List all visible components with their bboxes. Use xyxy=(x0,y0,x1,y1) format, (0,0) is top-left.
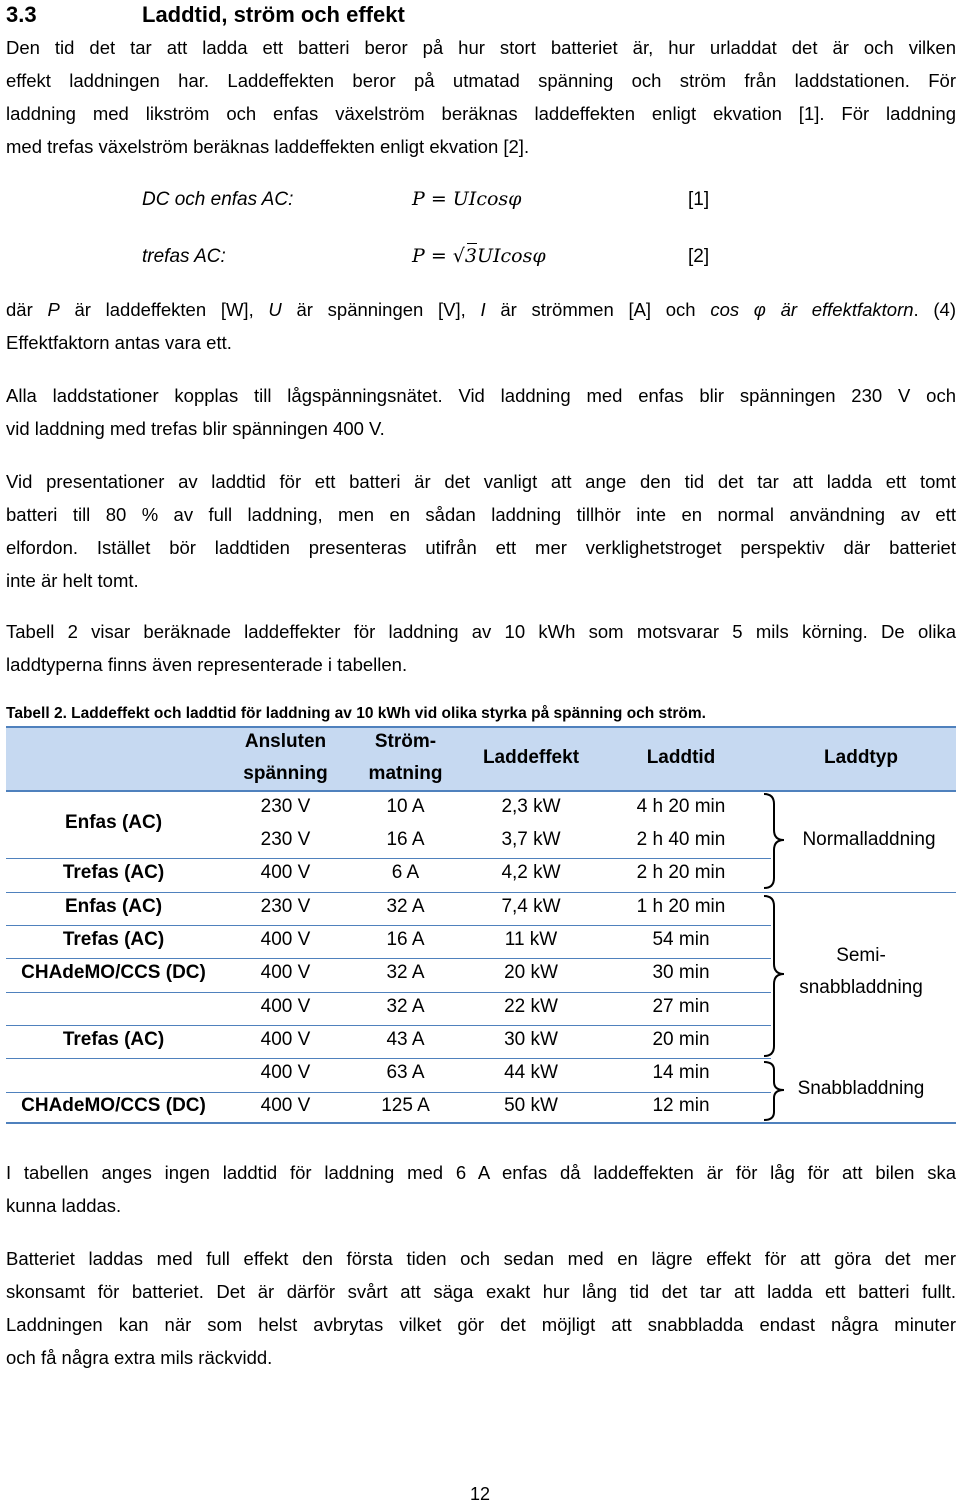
text-line: med trefas växelström beräknas laddeffekten enligt ekvation [2]. xyxy=(6,136,530,157)
text-line: effekt laddningen har. Laddeffekten beror på utmatad spänning och ström från laddstationen. För xyxy=(6,70,956,91)
paragraph-6 xyxy=(6,1242,956,1374)
text-line: Den tid det tar att ladda ett batteri beror på hur stort batteriet är, hur urladdat det är och vilken xyxy=(6,37,956,58)
text-line: Batteriet laddas med full effekt den första tiden och sedan med en lägre effekt för att göra det mer xyxy=(6,1248,956,1269)
equation-2-ref: [2] xyxy=(688,246,710,267)
group-label: Trefas (AC) xyxy=(62,1029,165,1050)
text-line: I tabellen anges ingen laddtid för laddning med 6 A enfas då laddeffekten är för låg för att bilen ska xyxy=(6,1162,956,1183)
group-label: Trefas (AC) xyxy=(62,929,165,950)
paragraph-5 xyxy=(6,1156,956,1222)
type-normal: Normalladdning xyxy=(802,829,936,850)
equation-1-label: DC och enfas AC: xyxy=(142,189,294,210)
text-line: inte är helt tomt. xyxy=(6,570,139,591)
header-connected-voltage: Ansluten spänning xyxy=(243,731,328,784)
text-line: Alla laddstationer kopplas till lågspänningsnätet. Vid laddning med enfas blir spänningen 230 V och xyxy=(6,385,956,406)
page-number: 12 xyxy=(469,1484,491,1504)
text-line: och få några extra mils räckvidd. xyxy=(6,1347,273,1368)
text-line: skonsamt för batteriet. Det är därför svårt att säga exakt hur lång tid det tar att ladda ett batteri fullt. xyxy=(6,1281,956,1302)
type-semi: Semi- snabbladdning xyxy=(799,945,923,998)
group-label: Trefas (AC) xyxy=(62,862,165,883)
text-line: laddning med likström och enfas växelström beräknas laddeffekten enligt ekvation [1]. För laddning xyxy=(6,103,956,124)
header-current: Ström- matning xyxy=(368,731,443,784)
group-label: CHAdeMO/CCS (DC) xyxy=(21,1095,206,1116)
text-line: Vid presentationer av laddtid för ett batteri är det vanligt att ange den tid det tar att ladda ett tomt xyxy=(6,471,956,492)
section-title: Laddtid, ström och effekt xyxy=(142,2,405,27)
group-label: Enfas (AC) xyxy=(64,896,163,917)
table-caption: Tabell 2. Laddeffekt och laddtid för laddning av 10 kWh vid olika styrka på spänning och ström. xyxy=(6,705,706,722)
group-label: CHAdeMO/CCS (DC) xyxy=(21,962,206,983)
paragraph-4 xyxy=(6,615,956,681)
equation-1-formula: P = UIcosφ xyxy=(412,188,522,210)
text-line: batteri till 80 % av full laddning, men en sådan laddning tillhör inte en normal användning av ett xyxy=(6,504,956,525)
definition-paragraph xyxy=(6,293,956,359)
sqrt-symbol: √ 3 xyxy=(452,245,477,267)
text-line: elfordon. Istället bör laddtiden presenteras utifrån ett mer verklighetstroget perspektiv där batteriet xyxy=(6,537,956,558)
text-line: Tabell 2 visar beräknade laddeffekter för laddning av 10 kWh som motsvarar 5 mils körning. De olika xyxy=(6,621,956,642)
text-line: Laddningen kan när som helst avbrytas vilket gör det möjligt att snabbladda endast några minuter xyxy=(6,1314,956,1335)
equation-2-label: trefas AC: xyxy=(142,246,226,267)
text-line: kunna laddas. xyxy=(6,1195,122,1216)
header-power: Laddeffekt xyxy=(482,747,580,768)
paragraph-2 xyxy=(6,379,956,445)
charging-table: Ansluten spänning Ström- matning Laddeffekt Laddtid Laddtyp Enfas (AC) Trefas (AC) Enfas (AC) Trefas (AC) CHAdeMO/CCS (DC) Trefas (AC) CHAdeMO/CCS (DC) 230 V 10 A 2,3 kW 4 h 20 min 230 V 16 A 3,7 kW 2 h 40 min 400 V 6 A 4,2 kW 2 h 20 min 230 V 32 A 7,4 kW 1 h 20 min 400 V 16 A 11 kW 54 min 400 V 32 A 20 kW 30 min 400 V 32 A 22 kW 27 min 400 V 43 A 30 kW 20 min 400 V 63 A 44 kW 14 min 400 V 125 A 50 kW 12 min Normalladdning Semi- snabbladdning Snabbladdning xyxy=(6,726,956,1126)
text-line: laddtyperna finns även representerade i tabellen. xyxy=(6,654,408,675)
header-type: Laddtyp xyxy=(824,747,898,768)
text-line: där P är laddeffekten [W], U är spänningen [V], I är strömmen [A] och cos φ är effektfaktorn. (4) xyxy=(6,299,957,320)
text-line: vid laddning med trefas blir spänningen 400 V. xyxy=(6,418,385,439)
type-fast: Snabbladdning xyxy=(797,1078,925,1099)
group-label: Enfas (AC) xyxy=(64,812,163,833)
header-time: Laddtid xyxy=(646,747,716,768)
text-line: Effektfaktorn antas vara ett. xyxy=(6,332,232,353)
intro-paragraph xyxy=(6,31,956,163)
equation-2-formula: P = √ 3UIcosφ xyxy=(412,241,546,271)
section-number: 3.3 xyxy=(6,2,37,27)
paragraph-3 xyxy=(6,465,956,597)
equation-1-ref: [1] xyxy=(688,189,710,210)
